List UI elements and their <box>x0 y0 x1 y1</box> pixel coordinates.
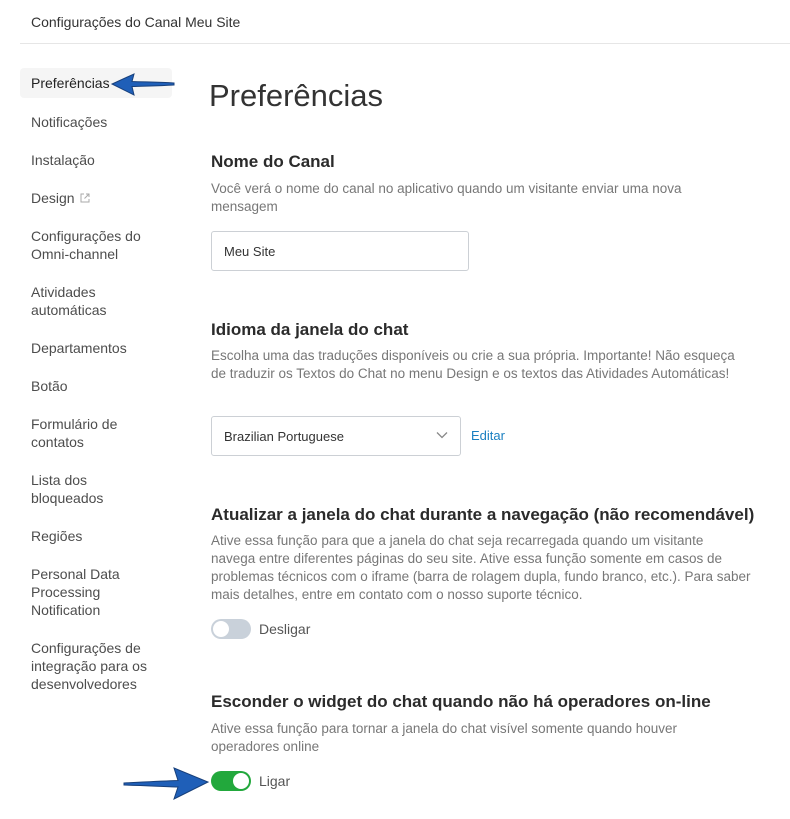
toggle-knob <box>233 773 249 789</box>
sidebar-item-label: Instalação <box>31 152 95 168</box>
sidebar-item-label: Atividades automáticas <box>31 284 107 318</box>
sidebar-item-blocked-list[interactable] <box>20 471 172 507</box>
sidebar-item-installation[interactable] <box>20 151 172 169</box>
chevron-down-icon <box>436 431 448 439</box>
sidebar-item-label: Regiões <box>31 528 83 544</box>
sidebar-item-label: Notificações <box>31 114 108 130</box>
toggle-knob <box>213 621 229 637</box>
sidebar-item-button[interactable] <box>20 377 172 395</box>
sidebar-item-notifications[interactable] <box>20 113 172 131</box>
reload-description: Ative essa função para que a janela do chat seja recarregada quando um visitante navega entre diferentes páginas do seu site. Ative essa função somente em casos de problemas técnicos com o iframe (barra de rolagem dupla, fundo branco, etc.). Para saber mais detalhes, entre em contato com o nosso suporte técnico. <box>211 533 751 602</box>
sidebar-item-automatic-activities[interactable] <box>20 283 172 319</box>
arrow-icon <box>108 68 176 100</box>
arrow-icon <box>122 762 210 804</box>
sidebar-item-regions[interactable] <box>20 527 172 545</box>
language-select-value: Brazilian Portuguese <box>224 429 344 444</box>
language-select[interactable] <box>211 416 461 456</box>
language-title: Idioma da janela do chat <box>211 320 409 339</box>
sidebar-item-omni-channel[interactable] <box>20 227 172 263</box>
sidebar-item-label: Botão <box>31 378 68 394</box>
sidebar-item-contact-form[interactable] <box>20 415 172 451</box>
channel-name-input[interactable] <box>211 231 469 271</box>
reload-toggle[interactable] <box>211 619 251 639</box>
sidebar-item-label: Design <box>31 190 75 206</box>
sidebar-item-label: Formulário de contatos <box>31 416 118 450</box>
top-bar <box>20 0 790 44</box>
sidebar-item-label: Configurações do Omni-channel <box>31 228 141 262</box>
sidebar-item-departments[interactable] <box>20 339 172 357</box>
reload-toggle-label: Desligar <box>259 621 311 637</box>
external-link-icon <box>80 193 90 203</box>
sidebar-item-label: Lista dos bloqueados <box>31 472 104 506</box>
language-description: Escolha uma das traduções disponíveis ou crie a sua própria. Importante! Não esqueça de traduzir os Textos do Chat no menu Design e os textos das Atividades Automáticas! <box>211 348 735 381</box>
channel-name-title: Nome do Canal <box>211 152 335 171</box>
sidebar-item-label: Configurações de integração para os desenvolvedores <box>31 640 147 692</box>
sidebar-item-developer-integration[interactable] <box>20 639 172 693</box>
page-title: Preferências <box>209 78 384 113</box>
edit-translation-link[interactable]: Editar <box>471 428 505 443</box>
hide-widget-title: Esconder o widget do chat quando não há operadores on-line <box>211 692 711 711</box>
hide-widget-description: Ative essa função para tornar a janela do chat visível somente quando houver operadores online <box>211 721 678 754</box>
reload-title: Atualizar a janela do chat durante a navegação (não recomendável) <box>211 505 755 524</box>
sidebar-item-label: Personal Data Processing Notification <box>31 566 120 618</box>
sidebar-item-personal-data[interactable] <box>20 565 172 619</box>
sidebar-item-design[interactable] <box>20 189 172 207</box>
hide-widget-toggle-label: Ligar <box>259 773 291 789</box>
hide-widget-toggle[interactable] <box>211 771 251 791</box>
channel-name-description: Você verá o nome do canal no aplicativo quando um visitante enviar uma nova mensagem <box>211 181 682 214</box>
channel-settings-title: Configurações do Canal Meu Site <box>31 14 241 30</box>
sidebar-item-label: Preferências <box>31 75 110 91</box>
sidebar-item-label: Departamentos <box>31 340 127 356</box>
